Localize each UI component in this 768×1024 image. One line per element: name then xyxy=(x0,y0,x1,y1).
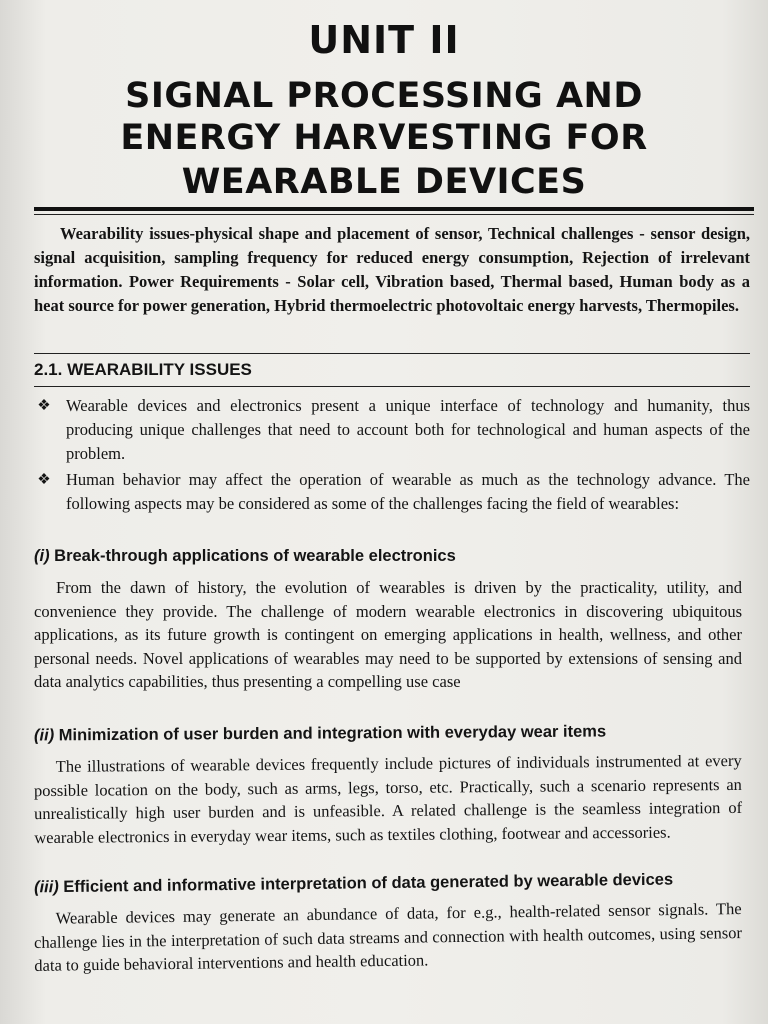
bullet-list xyxy=(34,394,750,518)
chapter-title-line-2: ENERGY HARVESTING FOR xyxy=(120,118,648,158)
bullet-item xyxy=(34,468,750,516)
subsection-heading xyxy=(34,870,750,898)
title-divider-thick xyxy=(34,207,754,211)
subsection-title: Break-through applications of wearable electronics xyxy=(54,547,456,565)
title-divider-thin xyxy=(34,214,754,215)
chapter-title-line-1: SIGNAL PROCESSING AND xyxy=(125,76,643,116)
subsection-title: Minimization of user burden and integration with everyday wear items xyxy=(58,722,607,745)
subsection-paragraph: Wearable devices may generate an abundance of data, for e.g., health-related sensor signals. The challenge lies in the interpretation of such data streams and connection with health outcomes, using sensor data to guide behavioral interventions and health education. xyxy=(33,899,743,975)
section-rule-bottom xyxy=(34,386,750,387)
subsection-heading xyxy=(34,722,750,746)
diamond-bullet-icon: ❖ xyxy=(37,398,51,414)
subsection-number: (iii) xyxy=(33,878,59,897)
subsection-title: Efficient and informative interpretation of data generated by wearable devices xyxy=(63,870,674,897)
subsection-number: (i) xyxy=(34,547,50,565)
section-rule-top xyxy=(34,353,750,354)
bullet-text: Human behavior may affect the operation of wearable as much as the technology advance. The following aspects may be considered as some of the challenges facing the field of wearables: xyxy=(66,470,750,513)
subsection-heading xyxy=(34,547,750,566)
bullet-text: Wearable devices and electronics present a unique interface of technology and humanity, thus producing unique challenges that need to account both for technological and human aspects of the problem. xyxy=(66,396,750,463)
syllabus-summary: Wearability issues-physical shape and placement of sensor, Technical challenges - sensor design, signal acquisition, sampling frequency for reduced energy consumption, Rejection of irrelevant information. Power Requirements - Solar cell, Vibration based, Thermal based, Human body as a heat source for power generation, Hybrid thermoelectric photovoltaic energy harvests, Thermopiles. xyxy=(34,224,750,315)
section-heading: 2.1. WEARABILITY ISSUES xyxy=(34,360,252,379)
chapter-title-line-3: WEARABLE DEVICES xyxy=(181,162,587,202)
subsection-number: (ii) xyxy=(33,726,55,745)
unit-heading: UNIT II xyxy=(308,18,460,62)
bullet-item xyxy=(34,394,750,466)
subsection-paragraph: The illustrations of wearable devices frequently include pictures of individuals instrumented at every possible location on the body, such as arms, legs, torso, etc. Practically, such a scenario represents an unrealistically high user burden and is unfeasible. A related challenge is the seamless integration of wearable electronics in everyday wear items, such as textiles clothing, footwear and accessories. xyxy=(33,750,743,847)
diamond-bullet-icon: ❖ xyxy=(37,472,51,488)
subsection-paragraph: From the dawn of history, the evolution of wearables is driven by the practicality, utility, and convenience they provide. The challenge of modern wearable electronics in discovering ubiquitous applications, as its future growth is contingent on emerging applications in health, wellness, and other personal needs. Novel applications of wearables may need to be supported by extensions of sensing and data analytics capabilities, thus presenting a compelling use case xyxy=(34,578,742,691)
